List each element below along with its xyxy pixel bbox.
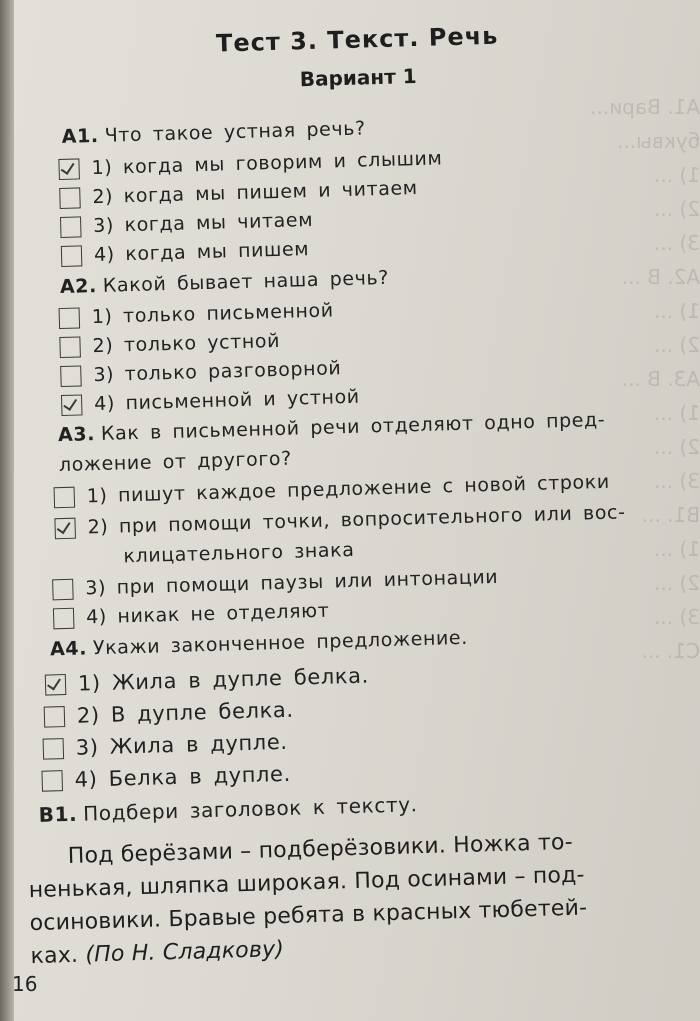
checkbox[interactable]	[54, 486, 76, 508]
bleed-line: С1. ...	[641, 639, 700, 663]
page-number: 16	[12, 972, 38, 996]
option-a3-2[interactable]	[54, 501, 625, 539]
option-a1-4[interactable]	[61, 238, 310, 267]
checkbox[interactable]	[61, 245, 83, 267]
passage-last-word: ках.	[30, 942, 79, 970]
checkbox[interactable]	[60, 365, 82, 387]
bleed-line: 2) ...	[654, 197, 700, 221]
checkbox[interactable]	[59, 307, 81, 329]
checkbox[interactable]	[52, 578, 74, 600]
bleed-line: 1) ...	[654, 163, 700, 187]
question-number: А3.	[57, 423, 96, 447]
option-label: 2) когда мы пишем и читаем	[92, 176, 418, 209]
bleed-line: 3) ...	[654, 469, 700, 493]
option-a2-2[interactable]	[59, 330, 280, 358]
option-label: 3) когда мы читаем	[92, 208, 314, 238]
question-number: А2.	[59, 274, 98, 299]
question-number: А4.	[49, 637, 88, 661]
test-title: Тест 3. Текст. Речь	[215, 21, 499, 58]
option-a3-4[interactable]	[53, 600, 330, 630]
checkbox[interactable]	[59, 336, 81, 358]
checkbox-checked[interactable]	[58, 158, 80, 180]
bleed-line: 2) ...	[654, 435, 700, 459]
option-label: 2) при помощи точки, вопросительного или вос-	[87, 501, 626, 539]
question-number: А1.	[61, 124, 99, 148]
bleed-line: 2) ...	[654, 571, 700, 595]
question-b1	[38, 792, 418, 827]
checkbox-checked[interactable]	[54, 517, 76, 539]
option-a1-2[interactable]	[59, 177, 418, 209]
option-label: 2) В дупле белка.	[76, 697, 294, 728]
question-number: В1.	[38, 801, 78, 827]
checkbox[interactable]	[60, 216, 82, 238]
option-label: 4) никак не отделяют	[85, 599, 330, 629]
question-text: Какой бывает наша речь?	[102, 266, 390, 297]
checkbox[interactable]	[53, 607, 75, 629]
passage-line-2: ненькая, шляпка широкая. Под осинами – под-	[28, 862, 585, 904]
question-a3-continued: ложение от другого?	[58, 447, 293, 477]
option-a4-4[interactable]	[41, 762, 291, 793]
option-a3-1[interactable]	[54, 471, 611, 509]
question-a2	[60, 267, 390, 298]
option-label: 3) Жила в дупле.	[75, 729, 288, 760]
checkbox[interactable]	[43, 738, 65, 760]
bleed-line: 3) ...	[654, 231, 700, 255]
option-label: 1) пишут каждое предложение с новой строки	[86, 470, 611, 508]
option-label: 4) Белка в дупле.	[74, 761, 292, 792]
option-label: 3) только разговорной	[93, 357, 342, 387]
question-text: Укажи законченное предложение.	[92, 626, 469, 660]
question-text: Как в письменной речи отделяют одно пред-	[100, 408, 606, 445]
checkbox[interactable]	[44, 706, 66, 728]
option-label: 1) Жила в дупле белка.	[77, 663, 370, 696]
passage-line-3: осиновики. Бравые ребята в красных тюбетей-	[29, 895, 588, 937]
checkbox-checked[interactable]	[61, 394, 83, 416]
question-text: Подбери заголовок к тексту.	[82, 792, 418, 826]
bleed-line: 2) ...	[654, 333, 700, 357]
option-a2-1[interactable]	[58, 299, 333, 329]
option-label: 4) когда мы пишем	[93, 238, 310, 267]
option-a4-2[interactable]	[44, 698, 294, 729]
option-a3-2-continued: клицательного знака	[123, 538, 355, 568]
bleed-line: А2. В ...	[621, 265, 700, 289]
passage-line-1: Под берёзами – подберёзовики. Ножка то-	[67, 829, 574, 870]
variant-label: Вариант 1	[299, 63, 417, 92]
option-label: 2) только устной	[92, 329, 281, 358]
option-label: 3) при помощи паузы или интонации	[85, 565, 499, 600]
checkbox[interactable]	[41, 770, 63, 792]
option-a2-3[interactable]	[60, 357, 342, 387]
bleed-line: А1. Вари...	[590, 95, 700, 119]
option-label: 4) письменной и устной	[93, 385, 361, 416]
option-a2-4[interactable]	[61, 386, 360, 416]
option-label: 1) только письменной	[91, 299, 334, 329]
option-a1-1[interactable]	[58, 147, 442, 180]
question-text: Что такое устная речь?	[104, 117, 366, 147]
checkbox[interactable]	[59, 187, 81, 209]
option-a3-3[interactable]	[52, 566, 498, 600]
checkbox-checked[interactable]	[45, 674, 67, 696]
option-a4-1[interactable]	[45, 664, 369, 697]
bleed-line: 1) ...	[654, 299, 700, 323]
passage-line-4	[30, 937, 284, 969]
bleed-line: 1) ...	[654, 537, 700, 561]
question-a3	[58, 409, 606, 446]
option-a1-3[interactable]	[60, 209, 313, 238]
bleed-line: А3. В ...	[621, 367, 700, 391]
bleed-line: В1. ...	[641, 503, 700, 527]
question-a4	[50, 627, 468, 661]
option-label: 1) когда мы говорим и слышим	[91, 147, 443, 180]
passage-source: (По Н. Сладкову)	[85, 937, 285, 968]
option-a4-3[interactable]	[42, 730, 287, 761]
question-a1	[61, 117, 366, 147]
bleed-line: 3) ...	[654, 605, 700, 629]
bleed-line: буквы...	[617, 129, 700, 153]
bleed-line: 1) ...	[654, 401, 700, 425]
